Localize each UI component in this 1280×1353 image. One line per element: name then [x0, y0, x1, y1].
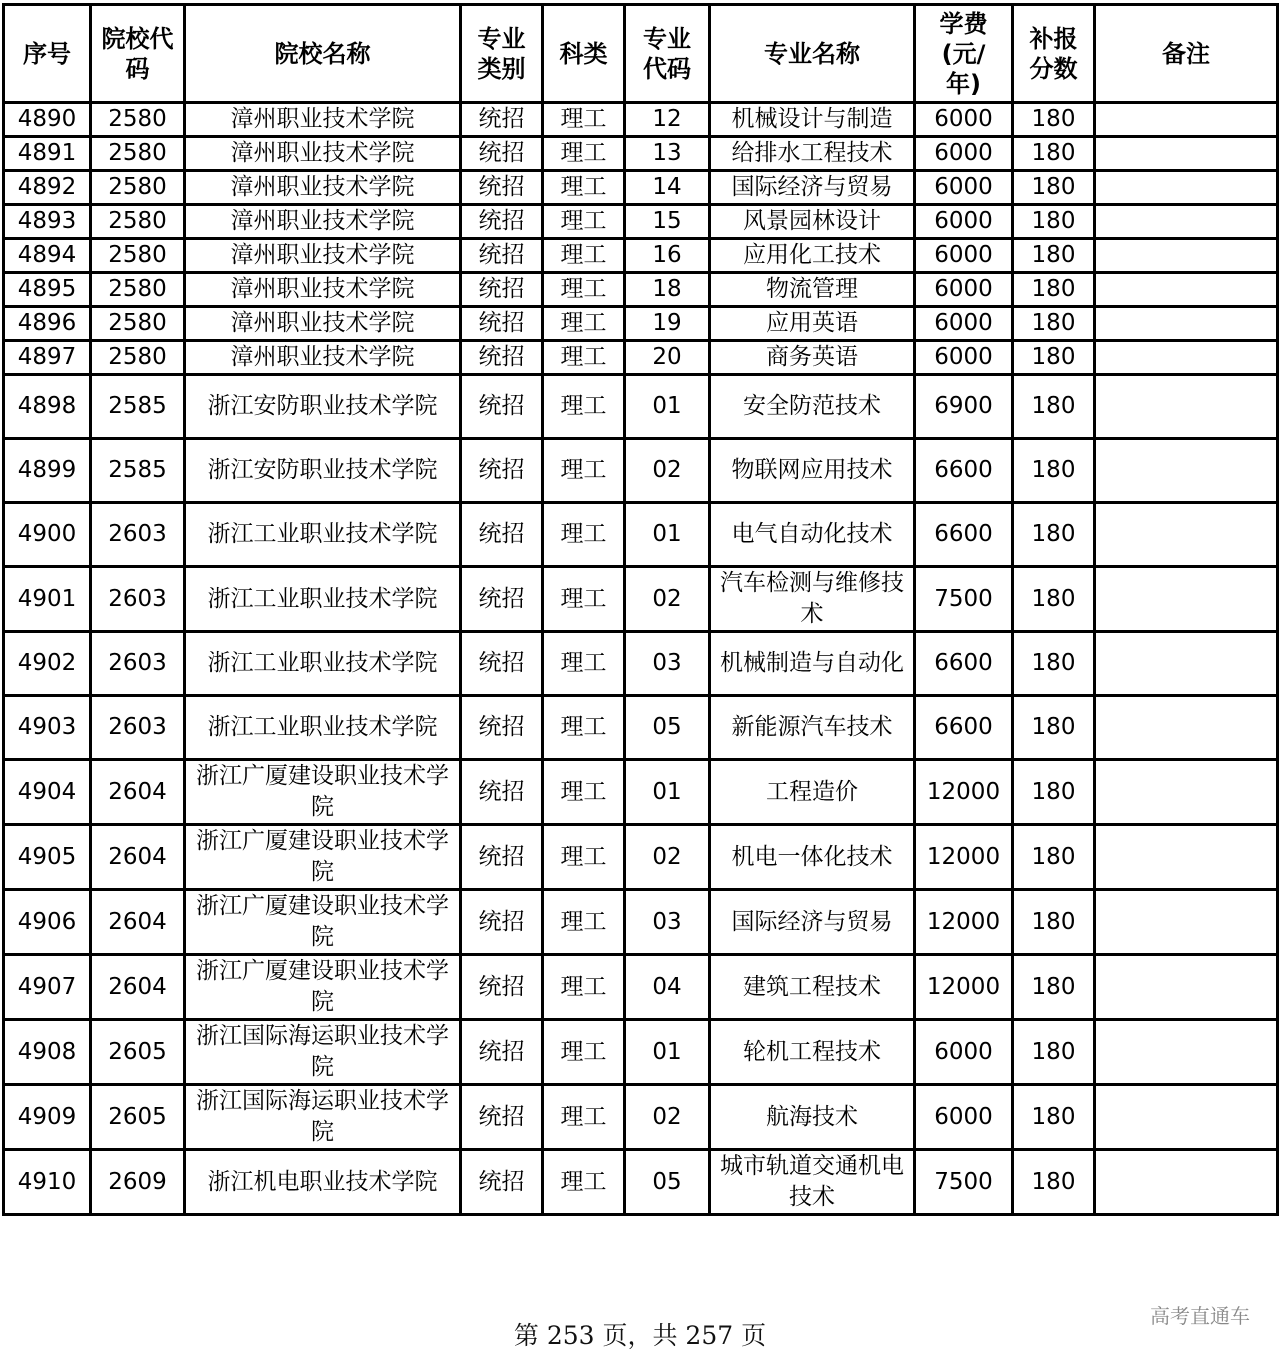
cell-major-code: 04	[625, 955, 710, 1020]
cell-tuition: 6000	[915, 273, 1013, 307]
cell-category: 理工	[543, 1150, 625, 1215]
cell-major-name: 机械设计与制造	[710, 103, 915, 137]
cell-major-name: 轮机工程技术	[710, 1020, 915, 1085]
header-seq-label: 序号	[23, 39, 71, 68]
cell-major-name: 机械制造与自动化	[710, 632, 915, 696]
cell-major-name: 新能源汽车技术	[710, 696, 915, 760]
cell-remarks	[1095, 1020, 1278, 1085]
cell-school-name: 浙江机电职业技术学院	[185, 1150, 461, 1215]
cell-major-code: 05	[625, 1150, 710, 1215]
cell-remarks	[1095, 890, 1278, 955]
cell-category: 理工	[543, 273, 625, 307]
header-major-type	[461, 5, 543, 103]
cell-school-code: 2585	[91, 375, 185, 439]
table-row	[4, 375, 1278, 439]
cell-remarks	[1095, 760, 1278, 825]
cell-tuition: 6000	[915, 1020, 1013, 1085]
header-tuition	[915, 5, 1013, 103]
header-major-name-label: 专业名称	[764, 39, 860, 68]
cell-major-type: 统招	[461, 171, 543, 205]
cell-seq: 4898	[4, 375, 91, 439]
cell-major-type: 统招	[461, 137, 543, 171]
cell-score: 180	[1013, 890, 1095, 955]
header-major-code-label: 专业代码	[643, 24, 691, 83]
cell-major-type: 统招	[461, 632, 543, 696]
cell-seq: 4894	[4, 239, 91, 273]
cell-major-name: 国际经济与贸易	[710, 890, 915, 955]
cell-remarks	[1095, 375, 1278, 439]
cell-tuition: 12000	[915, 825, 1013, 890]
table-row	[4, 696, 1278, 760]
cell-seq: 4909	[4, 1085, 91, 1150]
cell-school-name: 漳州职业技术学院	[185, 171, 461, 205]
cell-tuition: 6000	[915, 205, 1013, 239]
cell-school-code: 2580	[91, 205, 185, 239]
cell-score: 180	[1013, 1020, 1095, 1085]
cell-remarks	[1095, 273, 1278, 307]
header-tuition-label: 学费(元/年)	[939, 9, 988, 98]
table-row	[4, 171, 1278, 205]
header-major-code	[625, 5, 710, 103]
table-row	[4, 273, 1278, 307]
header-row	[4, 5, 1278, 103]
cell-score: 180	[1013, 137, 1095, 171]
cell-remarks	[1095, 103, 1278, 137]
table-row	[4, 1150, 1278, 1215]
cell-major-code: 01	[625, 760, 710, 825]
cell-score: 180	[1013, 439, 1095, 503]
cell-score: 180	[1013, 103, 1095, 137]
cell-score: 180	[1013, 239, 1095, 273]
table-row	[4, 137, 1278, 171]
header-school-name	[185, 5, 461, 103]
cell-major-code: 01	[625, 1020, 710, 1085]
cell-category: 理工	[543, 760, 625, 825]
cell-seq: 4902	[4, 632, 91, 696]
cell-major-type: 统招	[461, 503, 543, 567]
cell-remarks	[1095, 341, 1278, 375]
cell-major-type: 统招	[461, 375, 543, 439]
cell-tuition: 6000	[915, 171, 1013, 205]
cell-major-type: 统招	[461, 696, 543, 760]
cell-school-code: 2604	[91, 825, 185, 890]
cell-major-name: 物联网应用技术	[710, 439, 915, 503]
cell-school-name: 漳州职业技术学院	[185, 205, 461, 239]
cell-tuition: 12000	[915, 760, 1013, 825]
cell-tuition: 7500	[915, 567, 1013, 632]
cell-school-code: 2604	[91, 760, 185, 825]
cell-remarks	[1095, 567, 1278, 632]
cell-tuition: 6000	[915, 137, 1013, 171]
cell-tuition: 6600	[915, 632, 1013, 696]
table-row	[4, 760, 1278, 825]
cell-school-code: 2580	[91, 103, 185, 137]
cell-major-code: 01	[625, 375, 710, 439]
cell-major-name: 安全防范技术	[710, 375, 915, 439]
cell-school-name: 浙江工业职业技术学院	[185, 632, 461, 696]
cell-tuition: 6900	[915, 375, 1013, 439]
cell-seq: 4908	[4, 1020, 91, 1085]
cell-score: 180	[1013, 760, 1095, 825]
cell-major-code: 12	[625, 103, 710, 137]
cell-major-type: 统招	[461, 825, 543, 890]
table-row	[4, 103, 1278, 137]
header-remarks-label: 备注	[1162, 39, 1210, 68]
cell-tuition: 12000	[915, 890, 1013, 955]
table-row	[4, 1085, 1278, 1150]
header-remarks	[1095, 5, 1278, 103]
header-school-code-label: 院校代码	[101, 24, 174, 83]
cell-score: 180	[1013, 696, 1095, 760]
cell-score: 180	[1013, 273, 1095, 307]
cell-major-type: 统招	[461, 760, 543, 825]
cell-major-code: 14	[625, 171, 710, 205]
cell-major-code: 20	[625, 341, 710, 375]
cell-remarks	[1095, 439, 1278, 503]
cell-major-type: 统招	[461, 273, 543, 307]
cell-major-code: 03	[625, 890, 710, 955]
table-row	[4, 567, 1278, 632]
cell-school-name: 漳州职业技术学院	[185, 307, 461, 341]
table-row	[4, 955, 1278, 1020]
cell-major-code: 02	[625, 1085, 710, 1150]
cell-seq: 4892	[4, 171, 91, 205]
cell-category: 理工	[543, 103, 625, 137]
cell-school-name: 浙江安防职业技术学院	[185, 375, 461, 439]
cell-major-code: 19	[625, 307, 710, 341]
cell-tuition: 6000	[915, 307, 1013, 341]
cell-school-name: 浙江广厦建设职业技术学院	[185, 890, 461, 955]
cell-category: 理工	[543, 567, 625, 632]
cell-category: 理工	[543, 239, 625, 273]
cell-school-code: 2604	[91, 890, 185, 955]
cell-seq: 4896	[4, 307, 91, 341]
cell-major-name: 汽车检测与维修技术	[710, 567, 915, 632]
cell-school-name: 浙江工业职业技术学院	[185, 503, 461, 567]
cell-major-type: 统招	[461, 955, 543, 1020]
cell-major-code: 15	[625, 205, 710, 239]
cell-major-name: 物流管理	[710, 273, 915, 307]
cell-category: 理工	[543, 375, 625, 439]
cell-remarks	[1095, 955, 1278, 1020]
table-row	[4, 341, 1278, 375]
cell-remarks	[1095, 1085, 1278, 1150]
cell-category: 理工	[543, 825, 625, 890]
header-category-label: 科类	[559, 39, 608, 68]
cell-school-code: 2580	[91, 273, 185, 307]
cell-seq: 4901	[4, 567, 91, 632]
cell-seq: 4903	[4, 696, 91, 760]
cell-seq: 4904	[4, 760, 91, 825]
cell-seq: 4890	[4, 103, 91, 137]
cell-school-code: 2603	[91, 632, 185, 696]
cell-school-name: 漳州职业技术学院	[185, 137, 461, 171]
cell-school-name: 漳州职业技术学院	[185, 341, 461, 375]
cell-remarks	[1095, 696, 1278, 760]
cell-school-code: 2580	[91, 341, 185, 375]
cell-school-name: 浙江安防职业技术学院	[185, 439, 461, 503]
cell-major-type: 统招	[461, 307, 543, 341]
cell-category: 理工	[543, 1085, 625, 1150]
cell-category: 理工	[543, 137, 625, 171]
cell-score: 180	[1013, 503, 1095, 567]
cell-school-code: 2580	[91, 137, 185, 171]
cell-score: 180	[1013, 567, 1095, 632]
cell-score: 180	[1013, 825, 1095, 890]
cell-category: 理工	[543, 955, 625, 1020]
header-seq	[4, 5, 91, 103]
cell-school-name: 浙江工业职业技术学院	[185, 567, 461, 632]
table-row	[4, 632, 1278, 696]
cell-score: 180	[1013, 205, 1095, 239]
cell-major-name: 应用英语	[710, 307, 915, 341]
cell-school-name: 浙江工业职业技术学院	[185, 696, 461, 760]
admission-table	[2, 3, 1279, 1216]
cell-school-name: 浙江广厦建设职业技术学院	[185, 825, 461, 890]
cell-school-code: 2580	[91, 171, 185, 205]
cell-category: 理工	[543, 439, 625, 503]
cell-remarks	[1095, 825, 1278, 890]
cell-major-type: 统招	[461, 1085, 543, 1150]
cell-remarks	[1095, 137, 1278, 171]
table-row	[4, 1020, 1278, 1085]
cell-score: 180	[1013, 171, 1095, 205]
cell-remarks	[1095, 171, 1278, 205]
cell-major-name: 给排水工程技术	[710, 137, 915, 171]
cell-major-code: 16	[625, 239, 710, 273]
cell-school-name: 浙江广厦建设职业技术学院	[185, 955, 461, 1020]
cell-remarks	[1095, 205, 1278, 239]
cell-score: 180	[1013, 1150, 1095, 1215]
table-row	[4, 239, 1278, 273]
cell-school-code: 2603	[91, 503, 185, 567]
cell-major-code: 05	[625, 696, 710, 760]
cell-seq: 4910	[4, 1150, 91, 1215]
cell-category: 理工	[543, 696, 625, 760]
cell-seq: 4907	[4, 955, 91, 1020]
cell-category: 理工	[543, 1020, 625, 1085]
cell-school-code: 2580	[91, 307, 185, 341]
cell-major-name: 电气自动化技术	[710, 503, 915, 567]
cell-major-name: 工程造价	[710, 760, 915, 825]
table-row	[4, 825, 1278, 890]
cell-tuition: 6600	[915, 503, 1013, 567]
cell-tuition: 7500	[915, 1150, 1013, 1215]
cell-school-name: 浙江广厦建设职业技术学院	[185, 760, 461, 825]
cell-category: 理工	[543, 307, 625, 341]
cell-major-code: 02	[625, 439, 710, 503]
table-row	[4, 307, 1278, 341]
cell-school-code: 2603	[91, 696, 185, 760]
cell-major-name: 国际经济与贸易	[710, 171, 915, 205]
cell-major-name: 风景园林设计	[710, 205, 915, 239]
cell-major-type: 统招	[461, 205, 543, 239]
cell-major-type: 统招	[461, 239, 543, 273]
cell-major-type: 统招	[461, 439, 543, 503]
cell-major-name: 建筑工程技术	[710, 955, 915, 1020]
page-indicator: 第 253 页，共 257 页	[513, 1321, 767, 1350]
cell-tuition: 6000	[915, 341, 1013, 375]
cell-major-code: 18	[625, 273, 710, 307]
header-category	[543, 5, 625, 103]
header-school-name-label: 院校名称	[274, 39, 371, 68]
cell-category: 理工	[543, 171, 625, 205]
cell-score: 180	[1013, 341, 1095, 375]
cell-school-name: 漳州职业技术学院	[185, 273, 461, 307]
table-row	[4, 503, 1278, 567]
cell-school-code: 2603	[91, 567, 185, 632]
cell-school-code: 2609	[91, 1150, 185, 1215]
cell-school-code: 2580	[91, 239, 185, 273]
table-row	[4, 205, 1278, 239]
cell-school-name: 漳州职业技术学院	[185, 239, 461, 273]
cell-tuition: 6600	[915, 439, 1013, 503]
cell-score: 180	[1013, 307, 1095, 341]
cell-tuition: 6600	[915, 696, 1013, 760]
cell-major-code: 02	[625, 825, 710, 890]
cell-major-type: 统招	[461, 567, 543, 632]
cell-category: 理工	[543, 890, 625, 955]
cell-category: 理工	[543, 341, 625, 375]
cell-major-type: 统招	[461, 1150, 543, 1215]
cell-seq: 4893	[4, 205, 91, 239]
cell-major-code: 02	[625, 567, 710, 632]
cell-seq: 4900	[4, 503, 91, 567]
cell-tuition: 6000	[915, 103, 1013, 137]
cell-school-code: 2604	[91, 955, 185, 1020]
cell-school-code: 2605	[91, 1085, 185, 1150]
cell-major-name: 城市轨道交通机电技术	[710, 1150, 915, 1215]
header-major-name	[710, 5, 915, 103]
cell-major-type: 统招	[461, 1020, 543, 1085]
cell-tuition: 6000	[915, 239, 1013, 273]
cell-remarks	[1095, 503, 1278, 567]
cell-seq: 4897	[4, 341, 91, 375]
cell-remarks	[1095, 1150, 1278, 1215]
cell-category: 理工	[543, 205, 625, 239]
cell-seq: 4895	[4, 273, 91, 307]
cell-major-type: 统招	[461, 341, 543, 375]
cell-major-name: 商务英语	[710, 341, 915, 375]
header-school-code	[91, 5, 185, 103]
cell-seq: 4906	[4, 890, 91, 955]
header-major-type-label: 专业类别	[477, 24, 526, 83]
cell-remarks	[1095, 239, 1278, 273]
cell-major-type: 统招	[461, 890, 543, 955]
cell-major-type: 统招	[461, 103, 543, 137]
cell-score: 180	[1013, 375, 1095, 439]
cell-remarks	[1095, 307, 1278, 341]
cell-category: 理工	[543, 503, 625, 567]
cell-major-name: 机电一体化技术	[710, 825, 915, 890]
header-score-label: 补报分数	[1029, 24, 1078, 83]
cell-major-name: 航海技术	[710, 1085, 915, 1150]
watermark: 高考直通车	[1150, 1304, 1250, 1328]
cell-score: 180	[1013, 1085, 1095, 1150]
cell-school-name: 浙江国际海运职业技术学院	[185, 1085, 461, 1150]
cell-seq: 4899	[4, 439, 91, 503]
cell-school-code: 2585	[91, 439, 185, 503]
cell-school-name: 浙江国际海运职业技术学院	[185, 1020, 461, 1085]
cell-major-name: 应用化工技术	[710, 239, 915, 273]
table-row	[4, 890, 1278, 955]
cell-tuition: 6000	[915, 1085, 1013, 1150]
cell-seq: 4891	[4, 137, 91, 171]
cell-seq: 4905	[4, 825, 91, 890]
cell-major-code: 03	[625, 632, 710, 696]
cell-school-name: 漳州职业技术学院	[185, 103, 461, 137]
header-score	[1013, 5, 1095, 103]
cell-major-code: 13	[625, 137, 710, 171]
cell-tuition: 12000	[915, 955, 1013, 1020]
cell-category: 理工	[543, 632, 625, 696]
cell-remarks	[1095, 632, 1278, 696]
cell-school-code: 2605	[91, 1020, 185, 1085]
table-row	[4, 439, 1278, 503]
cell-score: 180	[1013, 632, 1095, 696]
cell-score: 180	[1013, 955, 1095, 1020]
cell-major-code: 01	[625, 503, 710, 567]
